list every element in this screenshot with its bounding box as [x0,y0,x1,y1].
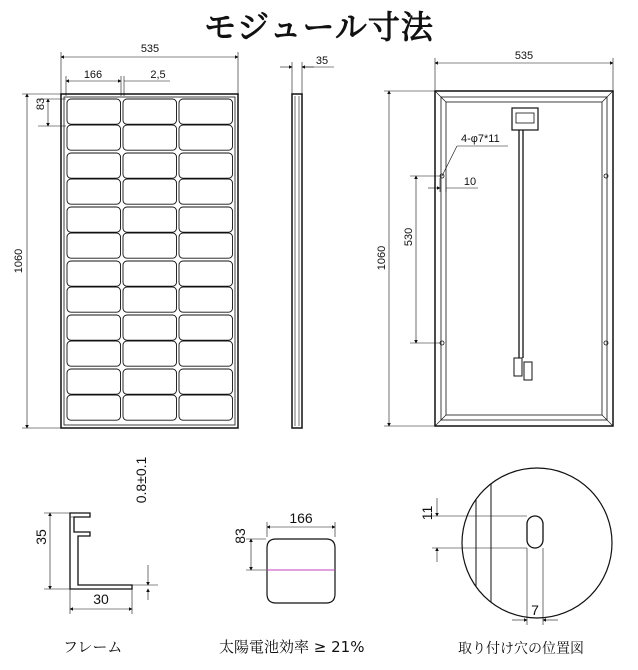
solar-cell [67,395,121,420]
detail-circle [462,468,612,618]
cell-caption: 太陽電池効率 ≥ 21% [219,638,365,656]
solar-cell [67,125,121,150]
solar-cell [179,287,233,312]
frame-profile [70,513,132,589]
cell-detail-height-label: 83 [232,528,248,544]
cell-grid [67,99,233,420]
solar-cell [67,315,121,340]
top-margin-label: 83 [35,97,47,111]
solar-cell [179,315,233,340]
back-height-label: 1060 [376,245,388,271]
mounting-hole [604,174,608,178]
cell-gap-label: 2,5 [150,69,166,81]
frame-height-label: 35 [33,529,49,545]
solar-cell [123,369,177,394]
solar-cell [123,153,177,178]
cell-detail [232,510,335,603]
cell-detail-width-label: 166 [289,510,313,526]
hole-spec-label: 4-φ7*11 [461,133,500,145]
solar-cell [67,99,121,124]
solar-cell [67,233,121,258]
front-width-label: 535 [140,43,160,55]
back-width-label: 535 [514,50,534,62]
solar-cell [123,341,177,366]
frame-cross-section [33,456,158,614]
hole-detail [419,460,612,630]
back-view [376,50,613,426]
solar-cell [179,99,233,124]
slot-length-label: 11 [419,505,435,521]
solar-cell [179,125,233,150]
solar-cell [123,207,177,232]
page-title: モジュール寸法 [204,8,434,46]
solar-cell [67,179,121,204]
mounting-hole [604,341,608,345]
solar-cell [67,369,121,394]
solar-cell [123,233,177,258]
slot-width-label: 7 [531,602,539,618]
solar-cell [67,207,121,232]
solar-cell [179,179,233,204]
solar-cell [123,395,177,420]
solar-cell [179,369,233,394]
solar-cell [123,99,177,124]
solar-cell [123,287,177,312]
solar-cell [67,153,121,178]
solar-cell [179,261,233,286]
solar-cell [123,179,177,204]
frame-caption: フレーム [63,638,123,656]
side-thickness-label: 35 [315,55,329,67]
solar-cell [179,233,233,258]
solar-cell [179,341,233,366]
side-view [280,55,334,428]
solar-cell [123,261,177,286]
hole-caption: 取り付け穴の位置図 [458,641,584,657]
cell-width-label: 166 [83,69,103,81]
connector [514,358,522,376]
side-profile [292,94,302,428]
solar-cell [67,287,121,312]
solar-cell [123,125,177,150]
solar-cell [179,207,233,232]
front-view [13,43,238,428]
solar-cell [123,315,177,340]
solar-cell [67,261,121,286]
solar-cell [179,395,233,420]
solar-cell [179,153,233,178]
front-height-label: 1060 [13,248,25,274]
frame-width-label: 30 [93,591,109,607]
hole-spacing-label: 530 [403,227,415,247]
frame-wall-label: 0.8±0.1 [133,456,149,504]
hole-offset-label: 10 [463,176,477,188]
cell-outline [267,539,335,603]
solar-cell [67,341,121,366]
connector [524,362,532,380]
mounting-slot [527,516,543,548]
